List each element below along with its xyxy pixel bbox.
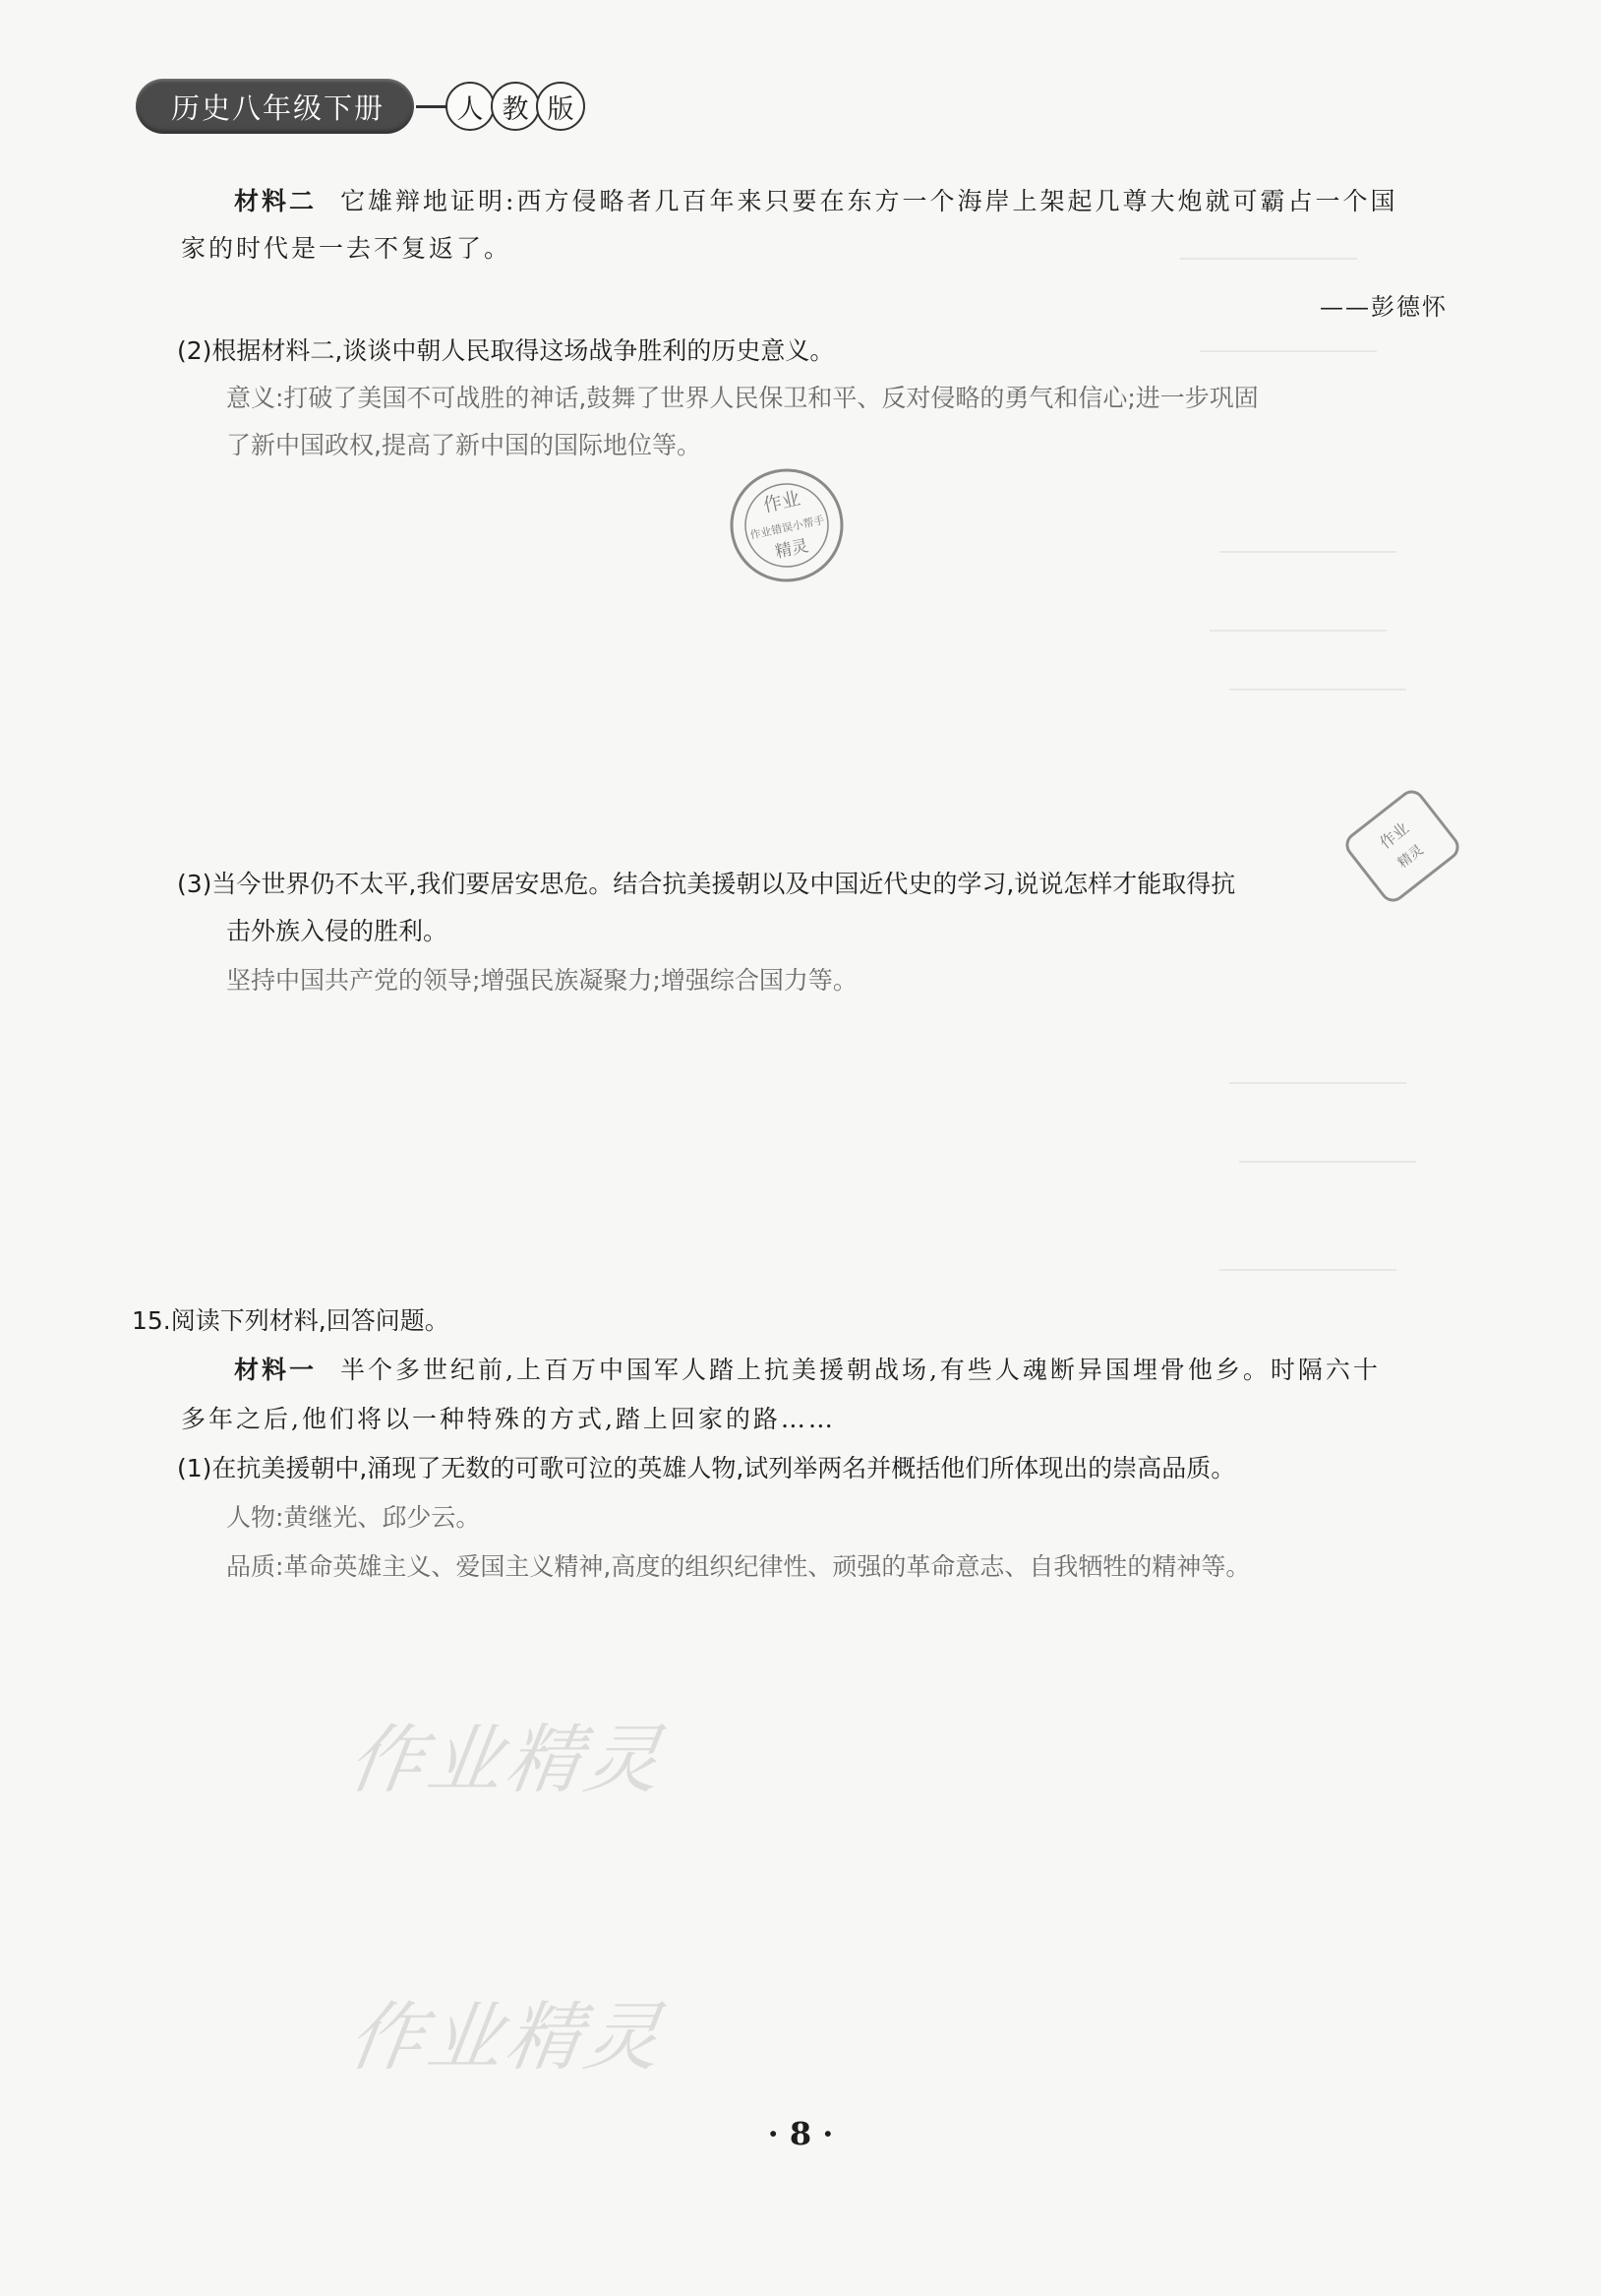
stamp-small-top-text: 作业 [1376, 818, 1413, 853]
stamp-top-text: 作业 [761, 487, 802, 517]
book-title: 历史八年级下册 [171, 91, 385, 125]
bleed-through-mark [1200, 350, 1377, 352]
page-number: · 8 · [767, 2115, 834, 2152]
material2-text: 它雄辩地证明:西方侵略者几百年来只要在东方一个海岸上架起几尊大炮就可霸占一个国 [340, 187, 1398, 215]
bleed-through-mark [1219, 1269, 1396, 1271]
bleed-through-mark [1229, 1082, 1406, 1084]
publisher-char-1: 人 [445, 82, 495, 131]
bleed-through-mark [1239, 1161, 1416, 1163]
q15-sub1-question: (1)在抗美援朝中,涌现了无数的可歌可泣的英雄人物,试列举两名并概括他们所体现出的崇高品质。 [177, 1454, 1236, 1482]
stamp-ring-text: 作业错误小帮手 [748, 514, 826, 542]
q3-question-line2: 击外族入侵的胜利。 [226, 917, 448, 945]
stamp-seal [726, 464, 848, 586]
bleed-through-mark [1210, 630, 1387, 632]
q15-material1-line2: 多年之后,他们将以一种特殊的方式,踏上回家的路…… [181, 1405, 836, 1433]
bleed-through-mark [1180, 258, 1357, 260]
q15-material1-label: 材料一 [234, 1356, 318, 1384]
material2-line2: 家的时代是一去不复返了。 [181, 234, 512, 263]
stamp-bottom-text: 精灵 [773, 536, 810, 563]
watermark-2: 作业精灵 [342, 1993, 671, 2081]
material2-attribution: ——彭德怀 [1320, 293, 1448, 321]
stamp-seal-small [1334, 777, 1471, 915]
header-connector [416, 105, 449, 108]
q15-heading: 15.阅读下列材料,回答问题。 [132, 1306, 449, 1335]
material2-line1 [234, 185, 1397, 218]
q15-sub1-answer-people: 人物:黄继光、邱少云。 [226, 1503, 481, 1532]
publisher-char-3: 版 [536, 82, 585, 131]
q3-answer: 坚持中国共产党的领导;增强民族凝聚力;增强综合国力等。 [226, 966, 858, 995]
page-header [136, 79, 585, 134]
stamp-small-bottom-text: 精灵 [1394, 842, 1427, 872]
q15-sub1-answer-quality: 品质:革命英雄主义、爱国主义精神,高度的组织纪律性、顽强的革命意志、自我牺牲的精神等。 [226, 1552, 1251, 1581]
q3-question-line1: (3)当今世界仍不太平,我们要居安思危。结合抗美援朝以及中国近代史的学习,说说怎样才能取得抗 [177, 870, 1236, 898]
q15-material1-text: 半个多世纪前,上百万中国军人踏上抗美援朝战场,有些人魂断异国埋骨他乡。时隔六十 [340, 1356, 1381, 1384]
q2-answer-line2: 了新中国政权,提高了新中国的国际地位等。 [226, 431, 701, 459]
book-title-badge [136, 79, 414, 134]
bleed-through-mark [1219, 551, 1396, 553]
q15-material1-line1 [234, 1354, 1381, 1387]
publisher-char-2: 教 [491, 82, 540, 131]
watermark-1: 作业精灵 [342, 1716, 671, 1803]
q2-question: (2)根据材料二,谈谈中朝人民取得这场战争胜利的历史意义。 [177, 336, 835, 365]
q2-answer-line1: 意义:打破了美国不可战胜的神话,鼓舞了世界人民保卫和平、反对侵略的勇气和信心;进一步巩固 [226, 384, 1259, 412]
material2-label: 材料二 [234, 187, 318, 215]
bleed-through-mark [1229, 689, 1406, 691]
